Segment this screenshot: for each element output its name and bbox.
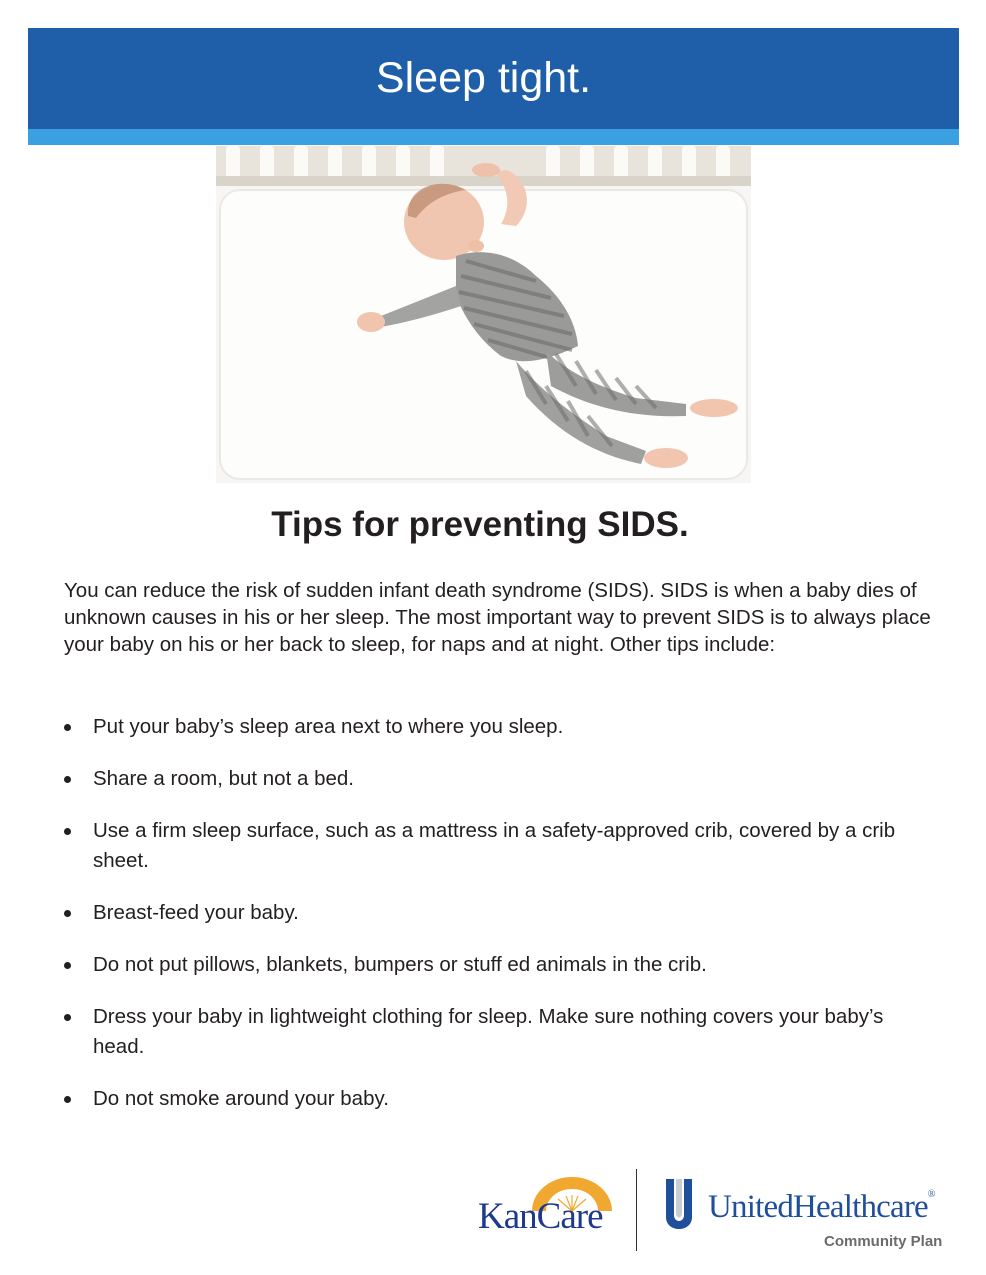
bullet-icon bbox=[64, 910, 71, 917]
section-heading: Tips for preventing SIDS. bbox=[271, 505, 689, 544]
tip-text: Use a firm sleep surface, such as a mattress in a safety-approved crib, covered by a crib sheet. bbox=[93, 819, 896, 872]
logo-divider bbox=[636, 1169, 637, 1251]
bullet-icon bbox=[64, 828, 71, 835]
registered-mark-icon: ® bbox=[927, 1189, 935, 1200]
bullet-icon bbox=[64, 1014, 71, 1021]
tip-text: Dress your baby in lightweight clothing for sleep. Make sure nothing covers your baby’s head. bbox=[93, 1005, 884, 1058]
uhc-subtitle: Community Plan bbox=[824, 1233, 943, 1250]
list-item bbox=[64, 1084, 924, 1114]
bullet-icon bbox=[64, 776, 71, 783]
kancare-wordmark: KanCare bbox=[478, 1196, 603, 1237]
footer-logos bbox=[470, 1165, 970, 1260]
uhc-u-icon bbox=[664, 1177, 694, 1237]
kancare-logo bbox=[478, 1173, 623, 1248]
bullet-icon bbox=[64, 1096, 71, 1103]
list-item bbox=[64, 816, 924, 876]
page-title: Sleep tight. bbox=[375, 54, 592, 102]
tip-text: Do not put pillows, blankets, bumpers or stuff ed animals in the crib. bbox=[93, 953, 707, 976]
uhc-wordmark bbox=[708, 1189, 935, 1226]
baby-crib-photo bbox=[216, 146, 751, 483]
list-item bbox=[64, 764, 924, 794]
tip-text: Breast-feed your baby. bbox=[93, 901, 299, 924]
uhc-wordmark-text: UnitedHealthcare bbox=[708, 1189, 928, 1225]
list-item bbox=[64, 950, 924, 980]
tips-list bbox=[64, 712, 924, 1136]
bullet-icon bbox=[64, 724, 71, 731]
intro-paragraph: You can reduce the risk of sudden infant death syndrome (SIDS). SIDS is when a baby dies of unknown causes in his or her sleep. The most important way to prevent SIDS is to always place your baby on his or her back to sleep, for naps and at night. Other tips include: bbox=[64, 579, 931, 656]
header-accent-stripe bbox=[28, 129, 959, 145]
list-item bbox=[64, 898, 924, 928]
bullet-icon bbox=[64, 962, 71, 969]
tip-text: Share a room, but not a bed. bbox=[93, 767, 354, 790]
tip-text: Do not smoke around your baby. bbox=[93, 1087, 389, 1110]
list-item bbox=[64, 712, 924, 742]
tip-text: Put your baby’s sleep area next to where you sleep. bbox=[93, 715, 564, 738]
list-item bbox=[64, 1002, 924, 1062]
